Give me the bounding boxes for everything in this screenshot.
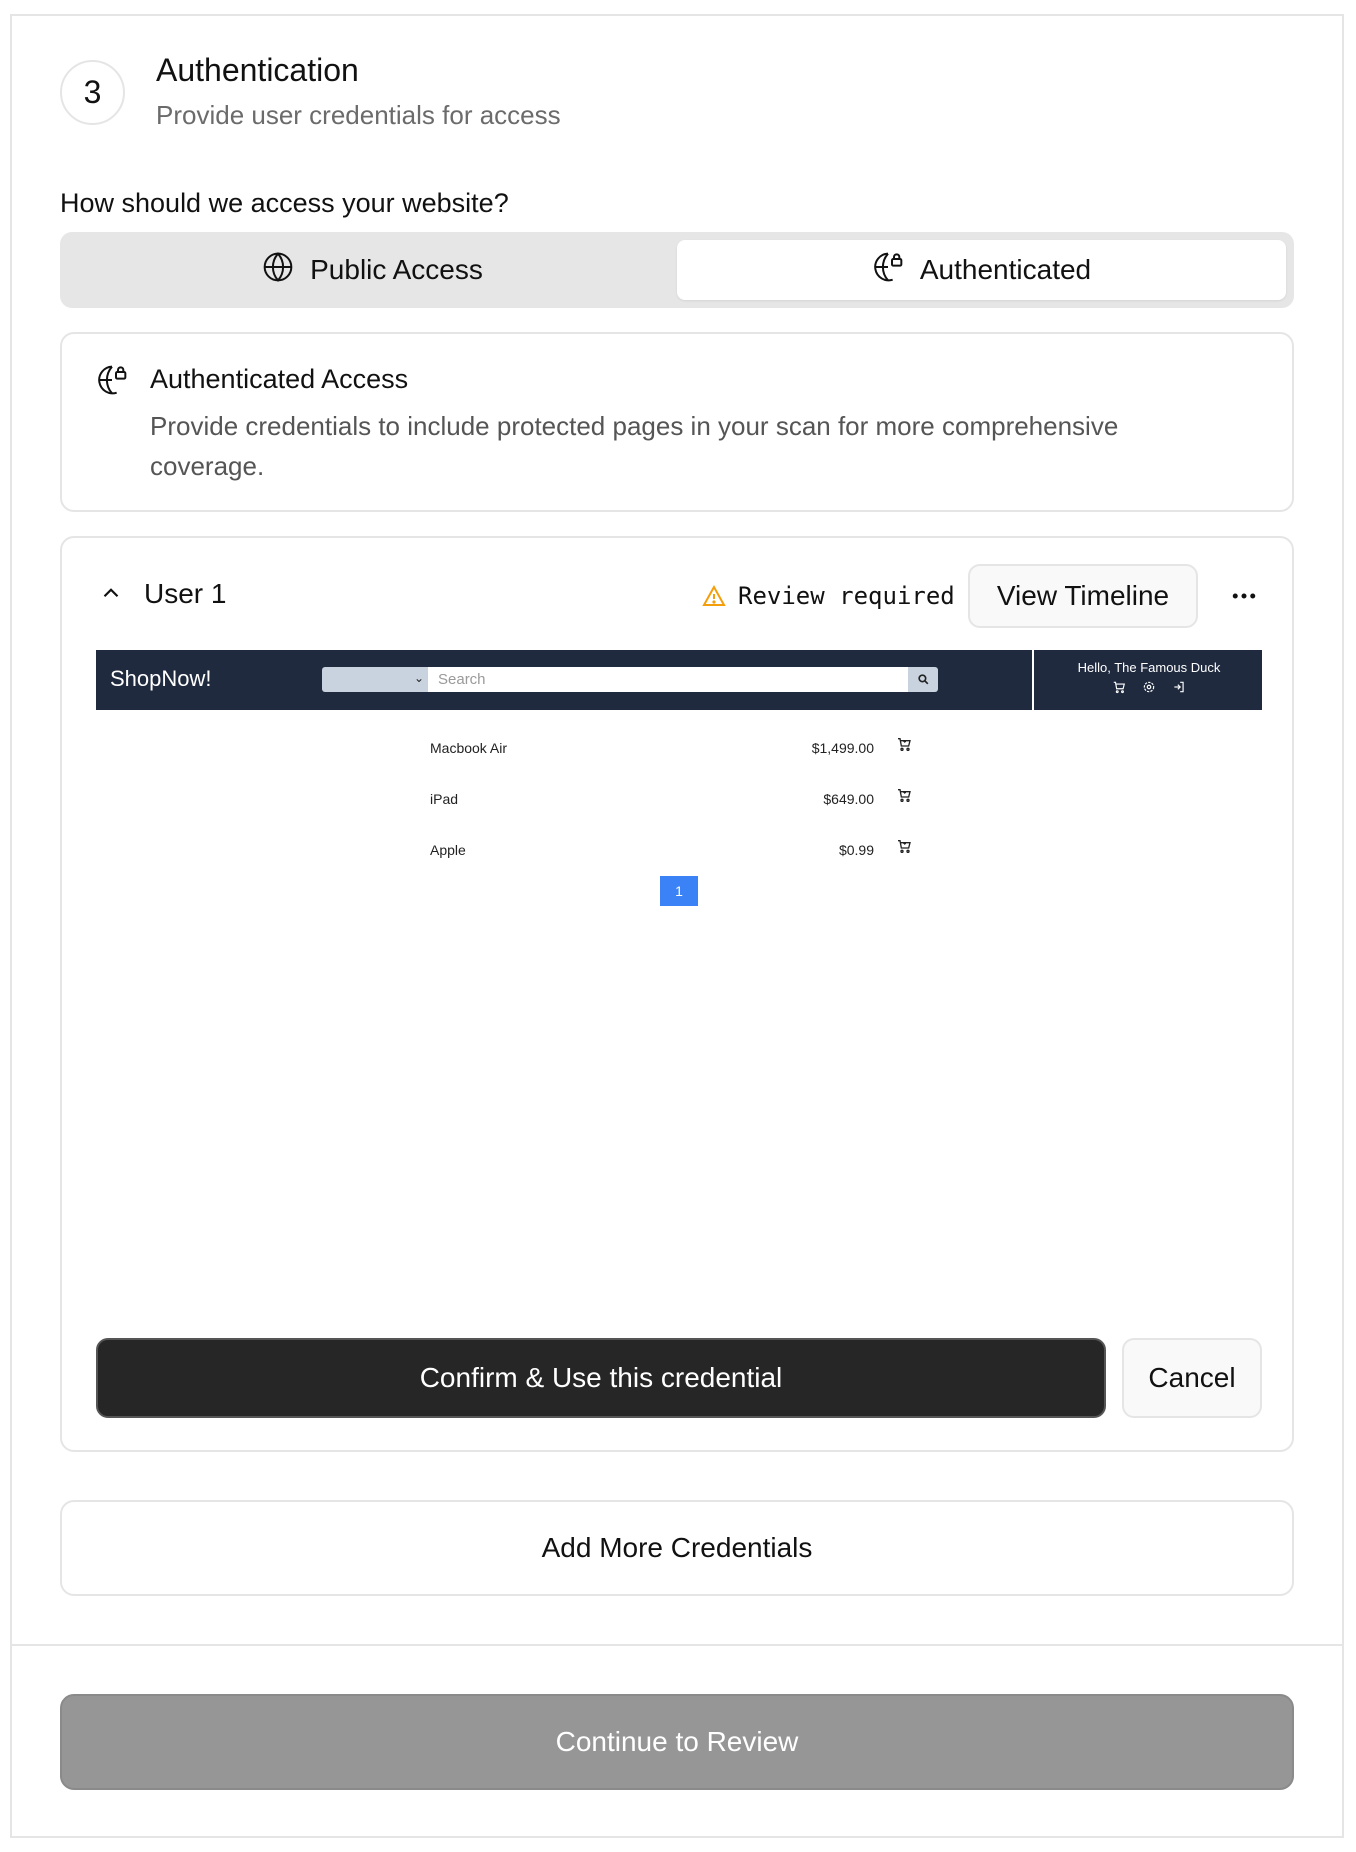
user-credential-card bbox=[60, 536, 1294, 1452]
authenticated-option[interactable] bbox=[677, 240, 1286, 300]
info-title: Authenticated Access bbox=[150, 364, 409, 394]
step-title: Authentication bbox=[156, 52, 359, 88]
preview-nav-divider bbox=[1032, 650, 1034, 710]
access-question: How should we access your website? bbox=[60, 188, 509, 218]
review-status: Review required bbox=[738, 582, 955, 610]
product-name: Apple bbox=[430, 842, 466, 858]
step-number-badge bbox=[60, 60, 125, 125]
preview-category-select bbox=[322, 667, 428, 692]
preview-product-row bbox=[430, 732, 930, 762]
chevron-down-icon: ⌄ bbox=[413, 671, 424, 685]
preview-pagination-current: 1 bbox=[660, 876, 698, 906]
session-screenshot-preview bbox=[96, 650, 1262, 1290]
info-description: Provide credentials to include protected pages in your scan for more comprehensive coverage. bbox=[150, 411, 1119, 481]
add-to-cart-icon bbox=[896, 838, 912, 854]
add-to-cart-icon bbox=[896, 787, 912, 803]
search-icon bbox=[908, 667, 938, 692]
cancel-button[interactable]: Cancel bbox=[1122, 1338, 1262, 1418]
access-mode-toggle bbox=[60, 232, 1294, 308]
sign-out-icon bbox=[1172, 680, 1186, 699]
step-number: 3 bbox=[83, 74, 102, 110]
step-subtitle: Provide user credentials for access bbox=[156, 100, 561, 130]
product-name: Macbook Air bbox=[430, 740, 508, 756]
public-access-option[interactable] bbox=[68, 240, 677, 300]
cart-icon bbox=[1112, 680, 1126, 699]
product-price: $1,499.00 bbox=[811, 740, 874, 756]
globe-lock-icon bbox=[872, 251, 904, 290]
preview-product-row bbox=[430, 834, 930, 864]
product-price: $649.00 bbox=[823, 791, 874, 807]
product-name: iPad bbox=[430, 791, 459, 807]
preview-search-input: Search bbox=[428, 667, 908, 692]
preview-greeting: Hello, The Famous Duck bbox=[1077, 660, 1221, 675]
preview-product-row bbox=[430, 783, 930, 813]
globe-lock-icon bbox=[96, 364, 128, 396]
preview-brand: ShopNow! bbox=[110, 666, 212, 691]
chevron-up-icon[interactable] bbox=[98, 580, 124, 606]
product-price: $0.99 bbox=[838, 842, 874, 858]
view-timeline-button[interactable]: View Timeline bbox=[968, 564, 1198, 628]
globe-icon bbox=[262, 251, 294, 290]
gear-icon bbox=[1142, 680, 1156, 699]
more-options-icon[interactable] bbox=[1222, 574, 1266, 618]
authenticated-access-info bbox=[60, 332, 1294, 512]
continue-to-review-button[interactable]: Continue to Review bbox=[60, 1694, 1294, 1790]
section-divider bbox=[10, 1644, 1344, 1646]
preview-nav-icons bbox=[1036, 680, 1262, 699]
authenticated-label: Authenticated bbox=[919, 254, 1092, 285]
add-to-cart-icon bbox=[896, 736, 912, 752]
warning-icon bbox=[702, 584, 726, 608]
frame-bottom-border bbox=[10, 1836, 1344, 1838]
user-label[interactable]: User 1 bbox=[144, 578, 227, 609]
public-access-label: Public Access bbox=[310, 254, 483, 285]
add-more-credentials-button[interactable]: Add More Credentials bbox=[60, 1500, 1294, 1596]
preview-navbar bbox=[96, 650, 1262, 710]
confirm-credential-button[interactable]: Confirm & Use this credential bbox=[96, 1338, 1106, 1418]
